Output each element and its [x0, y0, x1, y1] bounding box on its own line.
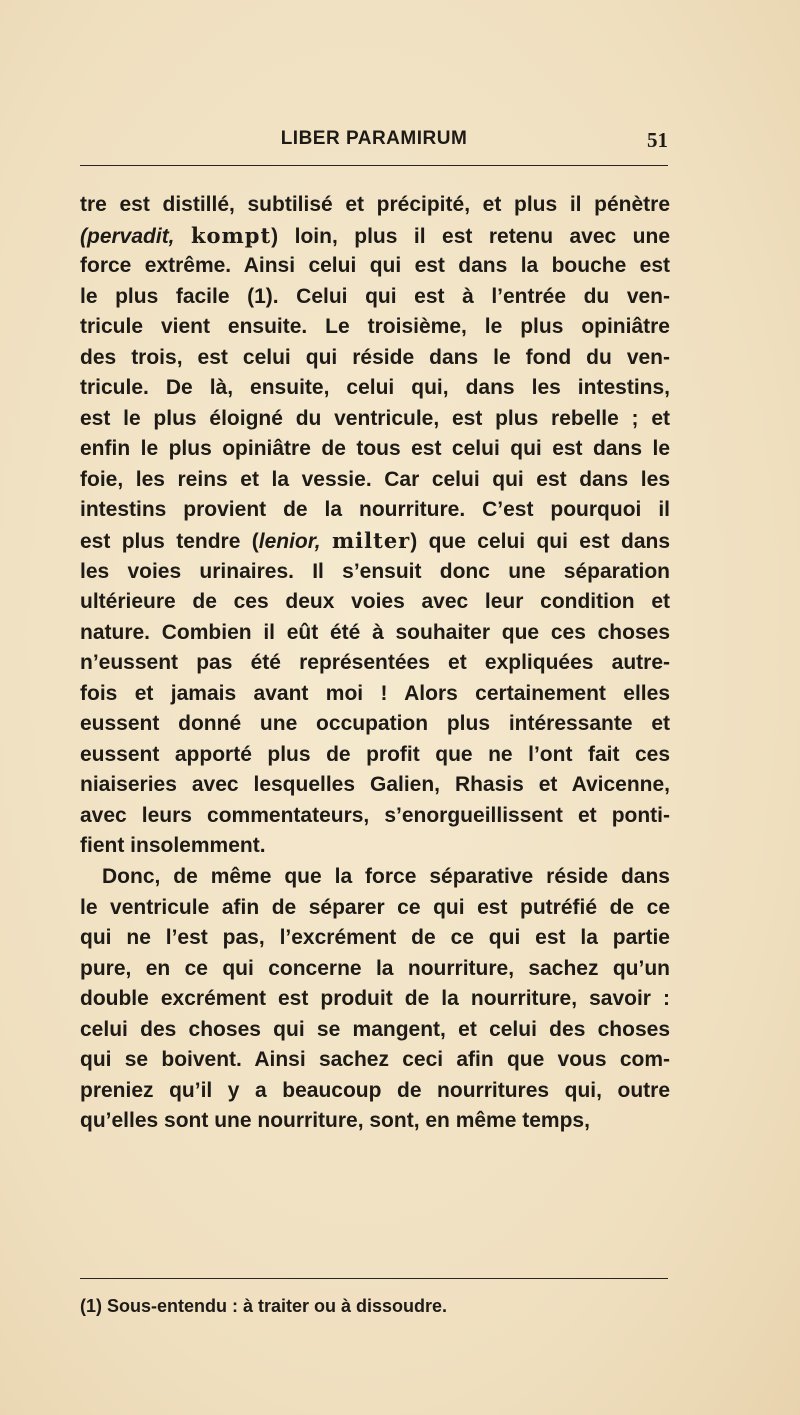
text-line: niaiseries avec lesquelles Galien, Rhasis et Avicenne,	[80, 773, 670, 797]
text-line: qu’elles sont une nourriture, sont, en même temps,	[80, 1109, 590, 1133]
text-line: foie, les reins et la vessie. Car celui qui est dans les	[80, 467, 670, 491]
text-line: tricule vient ensuite. Le troisième, le plus opiniâtre	[80, 315, 670, 339]
text-line: n’eussent pas été représentées et expliquées autre-	[80, 651, 670, 675]
text-line: celui des choses qui se mangent, et celui des choses	[80, 1017, 670, 1041]
running-title: LIBER PARAMIRUM	[280, 128, 468, 149]
text-line: fient insolemment.	[80, 834, 266, 858]
text-line: nature. Combien il eût été à souhaiter que ces choses	[80, 620, 670, 644]
text-line: le plus facile (1). Celui qui est à l’entrée du ven-	[80, 284, 670, 308]
text-line: double excrément est produit de la nourriture, savoir :	[80, 987, 670, 1011]
text-line: fois et jamais avant moi ! Alors certainement elles	[80, 681, 670, 705]
text-line: intestins provient de la nourriture. C’est pourquoi il	[80, 498, 670, 522]
body-text	[80, 190, 670, 1137]
text-line: preniez qu’il y a beaucoup de nourritures qui, outre	[80, 1078, 670, 1102]
text-line: avec leurs commentateurs, s’enorgueillissent et ponti-	[80, 803, 670, 827]
paragraph-2	[80, 862, 670, 1137]
text-line: enfin le plus opiniâtre de tous est celui qui est dans le	[80, 437, 670, 461]
text-line: le ventricule afin de séparer ce qui est putréfié de ce	[80, 895, 670, 919]
running-header	[80, 128, 668, 162]
text-line: Donc, de même que la force séparative réside dans	[102, 865, 670, 889]
text-line: qui ne l’est pas, l’excrément de ce qui est la partie	[80, 926, 670, 950]
text-line: force extrême. Ainsi celui qui est dans la bouche est	[80, 254, 670, 278]
text-line: est plus tendre (lenior, milter) que celui qui est dans	[80, 528, 670, 554]
text-line: eussent donné une occupation plus intéressante et	[80, 712, 670, 736]
text-line: des trois, est celui qui réside dans le fond du ven-	[80, 345, 670, 369]
footnote: (1) Sous-entendu : à traiter ou à dissoudre.	[80, 1296, 448, 1316]
text-line: pure, en ce qui concerne la nourriture, sachez qu’un	[80, 956, 670, 980]
text-line: ultérieure de ces deux voies avec leur condition et	[80, 590, 670, 614]
header-rule	[80, 165, 668, 166]
text-line: qui se boivent. Ainsi sachez ceci afin que vous com-	[80, 1048, 670, 1072]
text-line: tricule. De là, ensuite, celui qui, dans les intestins,	[80, 376, 670, 400]
text-line: (pervadit, kompt) loin, plus il est retenu avec une	[80, 222, 670, 248]
text-line: tre est distillé, subtilisé et précipité, et plus il pénètre	[80, 193, 670, 216]
text-line: les voies urinaires. Il s’ensuit donc une séparation	[80, 559, 670, 583]
paragraph-1	[80, 190, 670, 862]
text-line: eussent apporté plus de profit que ne l’ont fait ces	[80, 742, 670, 766]
text-line: est le plus éloigné du ventricule, est plus rebelle ; et	[80, 406, 670, 430]
footnote-rule	[80, 1278, 668, 1279]
page-number: 51	[647, 128, 668, 152]
